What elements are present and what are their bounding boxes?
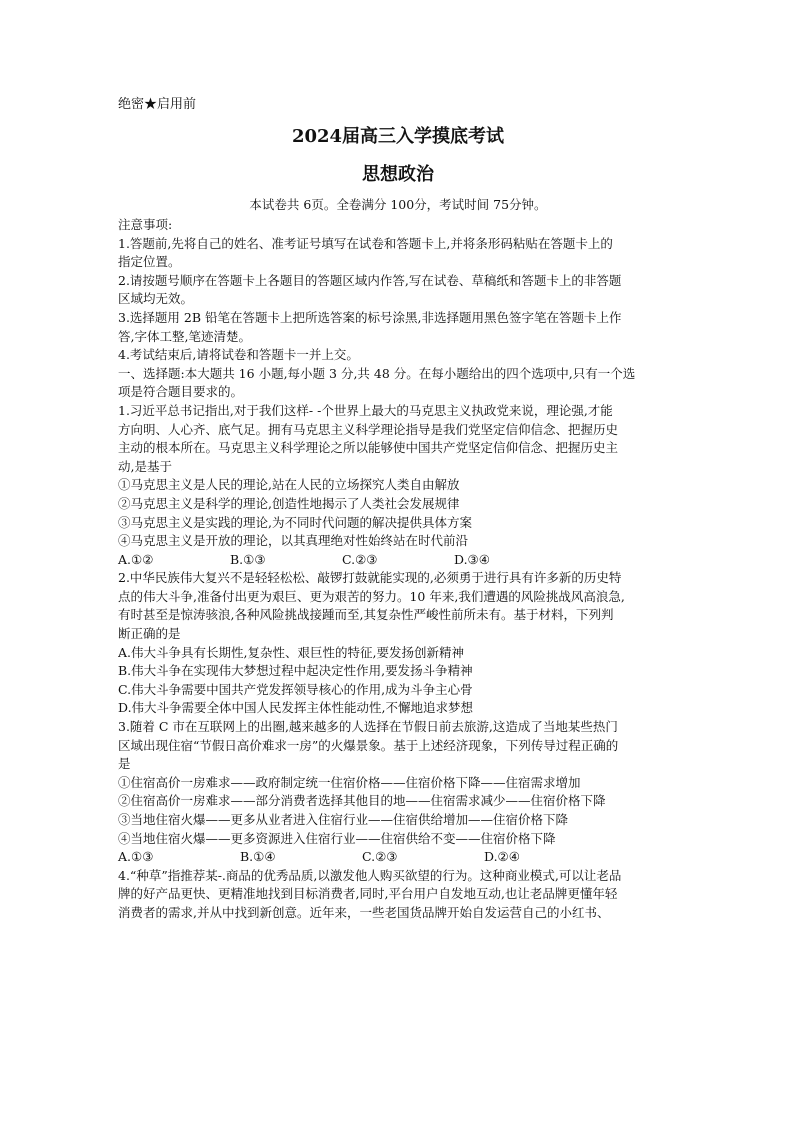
- question-item: ②住宿高价一房难求——部分消费者选择其他目的地——住宿需求减少——住宿价格下降: [118, 793, 606, 809]
- notes-block: [118, 216, 678, 365]
- option-c: C.伟大斗争需要中国共产党发挥领导核心的作用,成为斗争主心骨: [118, 681, 473, 697]
- choice-b: B.①④: [240, 849, 276, 865]
- question-item: ③当地住宿火爆——更多从业者进入住宿行业——住宿供给增加——住宿价格下降: [118, 812, 569, 827]
- question-stem-line: 消费者的需求,并从中找到新创意。近年来，一些老国货品牌开始自发运营自己的小红书、: [118, 904, 610, 920]
- notes-line: 3.选择题用 2B 铅笔在答题卡上把所选答案的标号涂黑,非选择题用黑色签字笔在答题卡上作: [118, 309, 622, 325]
- question-stem-line: 主动的根本所在。马克思主义科学理论之所以能够使中国共产党坚定信仰信念、把握历史主: [118, 440, 619, 456]
- question-item: ④马克思主义是开放的理论，以其真理绝对性始终站在时代前沿: [118, 533, 469, 549]
- question-item: ③马克思主义是实践的理论,为不同时代问题的解决提供具体方案: [118, 514, 472, 530]
- question-stem-line: 3.随着 C 市在互联网上的出圈,越来越多的人选择在节假日前去旅游,这造成了当地某些热门: [118, 719, 618, 735]
- option-a: A.伟大斗争具有长期性,复杂性、艰巨性的特征,要发扬创新精神: [118, 644, 464, 660]
- question-1: [118, 402, 678, 569]
- choice-d: D.③④: [454, 551, 490, 567]
- notes-line: 1.答题前,先将自己的姓名、准考证号填写在试卷和答题卡上,并将条形码粘贴在答题卡上的: [118, 235, 613, 251]
- question-stem-line: 牌的好产品更快、更精准地找到目标消费者,同时,平台用户自发地互动,也让老品牌更懂年轻: [118, 886, 618, 902]
- choice-c: C.②③: [362, 849, 398, 865]
- question-stem-line: 2.中华民族伟大复兴不是轻轻松松、敲锣打鼓就能实现的,必须勇于进行具有许多新的历史特: [118, 570, 622, 586]
- question-4: [118, 867, 678, 923]
- question-item: ①马克思主义是人民的理论,站在人民的立场探究人类自由解放: [118, 477, 460, 493]
- notes-line: 答,字体工整,笔迹清楚。: [118, 328, 251, 344]
- page-content: [118, 96, 678, 923]
- exam-info: 本试卷共 6页。全卷满分 100分，考试时间 75分钟。: [249, 197, 547, 212]
- question-stem-line: 点的伟大斗争,准备付出更为艰巨、更为艰苦的努力。10 年来,我们遭遇的风险挑战风高浪急,: [118, 588, 625, 604]
- answer-choices: [118, 551, 678, 570]
- secret-label: 绝密★启用前: [118, 97, 197, 112]
- question-item: ①住宿高价一房难求——政府制定统一住宿价格——住宿价格下降——住宿需求增加: [118, 774, 581, 790]
- choice-d: D.②④: [484, 849, 520, 865]
- notes-line: 2.请按题号顺序在答题卡上各题目的答题区域内作答,写在试卷、草稿纸和答题卡上的非答题: [118, 272, 622, 288]
- question-stem-line: 区域出现住宿“节假日高价难求一房”的火爆景象。基于上述经济现象，下列传导过程正确的: [118, 737, 619, 753]
- question-stem-line: 断正确的是: [118, 626, 181, 642]
- choice-a: A.①③: [118, 849, 154, 865]
- section-line: 项是符合题目要求的。: [118, 384, 244, 400]
- choice-b: B.①③: [230, 551, 266, 567]
- question-item: ④当地住宿火爆——更多资源进入住宿行业——住宿供给不变——住宿价格下降: [118, 830, 556, 846]
- section-line: 一、选择题:本大题共 16 小题,每小题 3 分,共 48 分。在每小题给出的四个选项中,只有一个选: [118, 365, 636, 381]
- question-3: [118, 718, 678, 867]
- question-stem-line: 1.习近平总书记指出,对于我们这样- -个世界上最大的马克思主义执政党来说，理论强,才能: [118, 402, 613, 418]
- notes-line: 4.考试结束后,请将试卷和答题卡一并上交。: [118, 347, 359, 363]
- option-d: D.伟大斗争需要全体中国人民发挥主体性能动性,不懈地追求梦想: [118, 700, 474, 716]
- section-heading: [118, 365, 678, 402]
- notes-line: 指定位置。: [118, 254, 181, 270]
- notes-heading: 注意事项:: [118, 217, 173, 232]
- choice-a: A.①②: [118, 551, 154, 567]
- question-stem-line: 动,是基于: [118, 458, 172, 474]
- notes-line: 区域均无效。: [118, 291, 194, 307]
- choice-c: C.②③: [342, 551, 378, 567]
- option-b: B.伟大斗争在实现伟大梦想过程中起决定性作用,要发扬斗争精神: [118, 663, 473, 679]
- question-stem-line: 4.“种草”指推荐某-.商品的优秀品质,以激发他人购买欲望的行为。这种商业模式,可以让老品: [118, 867, 622, 883]
- answer-choices: [118, 848, 678, 867]
- question-item: ②马克思主义是科学的理论,创造性地揭示了人类社会发展规律: [118, 495, 460, 511]
- question-stem-line: 方向明、人心齐、底气足。拥有马克思主义科学理论指导是我们党坚定信仰信念、把握历史: [118, 421, 619, 437]
- exam-title: 2024届高三入学摸底考试: [291, 126, 505, 147]
- question-stem-line: 是: [118, 756, 131, 772]
- question-stem-line: 有时甚至是惊涛骇浪,各种风险挑战接踵而至,其复杂性严峻性前所未有。基于材料，下列判: [118, 607, 614, 623]
- subject-title: 思想政治: [362, 164, 434, 185]
- question-2: [118, 569, 678, 718]
